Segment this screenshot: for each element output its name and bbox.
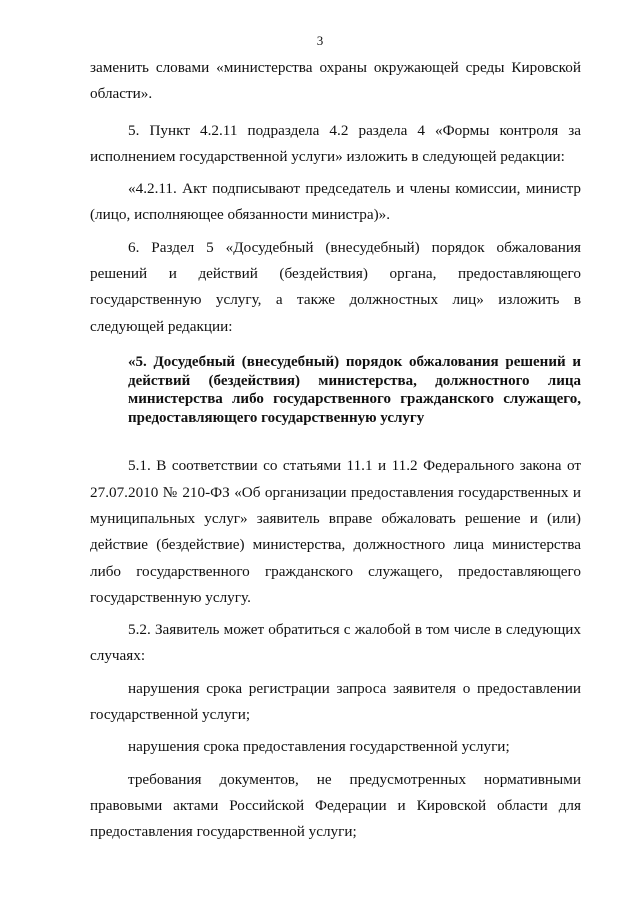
paragraph-item-6: 6. Раздел 5 «Досудебный (внесудебный) порядок обжалования решений и действий (бездействия) органа, предоставляющего государственную услугу, а также должностных лиц» изложить в следующей редакции: xyxy=(90,238,581,335)
paragraph-continuation: заменить словами «министерства охраны окружающей среды Кировской области». xyxy=(90,59,581,103)
page-number: 3 xyxy=(316,33,324,48)
paragraph-item-5: 5. Пункт 4.2.11 подраздела 4.2 раздела 4 «Формы контроля за исполнением государственной услуги» изложить в следующей редакции: xyxy=(90,121,581,165)
paragraph-quote-4-2-11: «4.2.11. Акт подписывают председатель и члены комиссии, министр (лицо, исполняющее обязанности министра)». xyxy=(90,180,581,224)
clause-5-2: 5.2. Заявитель может обратиться с жалобой в том числе в следующих случаях: xyxy=(90,621,581,665)
document-body xyxy=(90,55,581,846)
section-heading: «5. Досудебный (внесудебный) порядок обжалования решений и действий (бездействия) министерства, должностного лица министерства либо государственного гражданского служащего, предоставляющего государственную услугу xyxy=(128,353,581,426)
clause-case-term: нарушения срока предоставления государственной услуги; xyxy=(128,738,510,756)
clause-case-documents: требования документов, не предусмотренных нормативными правовыми актами Российской Федерации и Кировской области для предоставления государственной услуги; xyxy=(90,770,581,841)
clause-case-registration: нарушения срока регистрации запроса заявителя о предоставлении государственной услуги; xyxy=(90,679,581,724)
clause-5-1: 5.1. В соответствии со статьями 11.1 и 11.2 Федерального закона от 27.07.2010 № 210-ФЗ «Об организации предоставления государственных и муниципальных услуг» заявитель вправе обжаловать решение и (или) действие (бездействие) министерства, должностного лица министерства либо государственного гражданского служащего, предоставляющего государственную услугу. xyxy=(90,457,581,606)
